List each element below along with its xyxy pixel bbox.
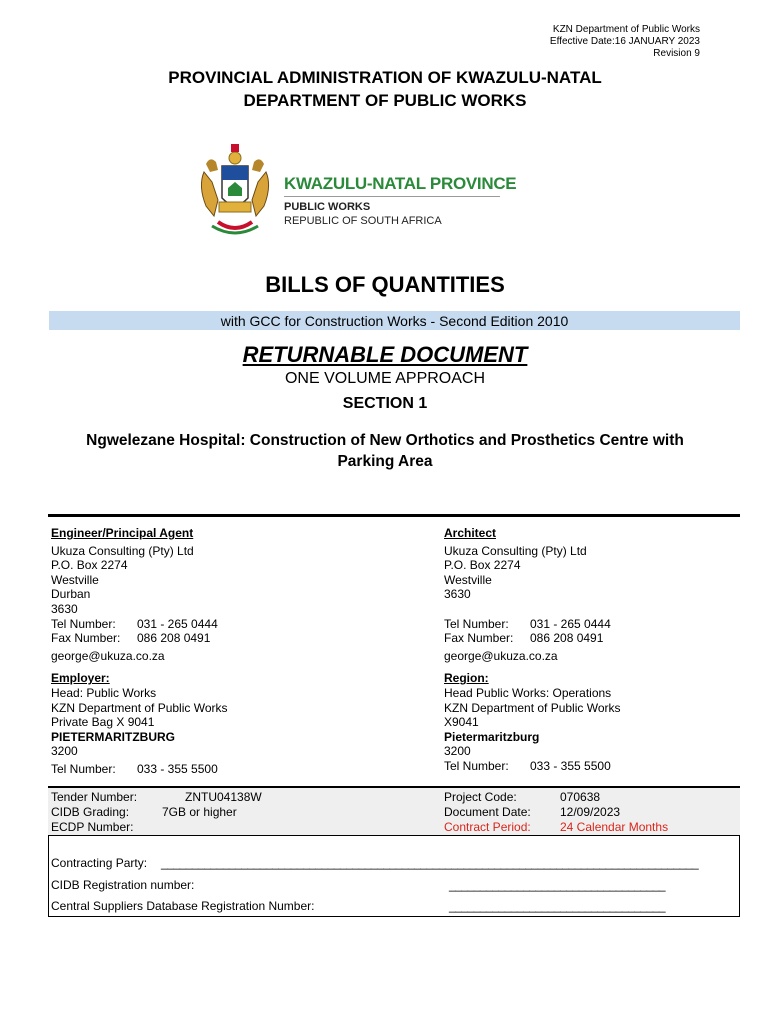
contract-period-value: 24 Calendar Months bbox=[560, 820, 669, 834]
document-date-label: Document Date: bbox=[444, 805, 531, 819]
engineer-block bbox=[51, 526, 431, 777]
region-city: Pietermaritzburg bbox=[444, 729, 540, 744]
volume-approach: ONE VOLUME APPROACH bbox=[284, 370, 486, 387]
region-heading: Region: bbox=[444, 671, 489, 686]
region-line2: KZN Department of Public Works bbox=[444, 700, 621, 715]
engineer-heading: Engineer/Principal Agent bbox=[51, 526, 194, 540]
cidb-grading-label: CIDB Grading: bbox=[51, 805, 130, 819]
meta-revision: Revision 9 bbox=[653, 48, 700, 59]
contracting-party-label: Contracting Party: bbox=[51, 856, 148, 870]
document-title: BILLS OF QUANTITIES bbox=[265, 272, 505, 297]
employer-tel-row bbox=[51, 762, 431, 777]
region-postal-code: 3200 bbox=[444, 744, 471, 759]
architect-po-box: P.O. Box 2274 bbox=[444, 558, 521, 573]
architect-heading: Architect bbox=[444, 526, 497, 540]
region-line3: X9041 bbox=[444, 715, 479, 730]
engineer-city: Durban bbox=[51, 587, 91, 602]
employer-line1: Head: Public Works bbox=[51, 685, 157, 700]
employer-heading: Employer: bbox=[51, 671, 110, 686]
cidb-grading-value: 7GB or higher bbox=[162, 805, 237, 819]
department-line: DEPARTMENT OF PUBLIC WORKS bbox=[243, 91, 527, 110]
architect-postal-code: 3630 bbox=[444, 587, 471, 602]
architect-email: george@ukuza.co.za bbox=[444, 648, 558, 663]
logo-department-name: PUBLIC WORKS bbox=[284, 201, 371, 213]
logo-province-name: KWAZULU-NATAL PROVINCE bbox=[284, 174, 517, 193]
region-line1: Head Public Works: Operations bbox=[444, 685, 612, 700]
engineer-tel-row bbox=[51, 617, 431, 632]
architect-fax-row bbox=[444, 631, 734, 646]
meta-effective-date: Effective Date:16 JANUARY 2023 bbox=[549, 36, 700, 47]
engineer-town: Westville bbox=[51, 572, 99, 587]
architect-fax-value: 086 208 0491 bbox=[530, 631, 604, 646]
returnable-heading: RETURNABLE DOCUMENT bbox=[242, 342, 528, 367]
contracting-party-field[interactable]: _______________________________________________________________________________________ bbox=[161, 856, 699, 870]
ecdp-number-label: ECDP Number: bbox=[51, 820, 134, 834]
cidb-registration-label: CIDB Registration number: bbox=[51, 878, 195, 892]
architect-company: Ukuza Consulting (Pty) Ltd bbox=[444, 543, 587, 558]
administration-line: PROVINCIAL ADMINISTRATION OF KWAZULU-NATAL bbox=[168, 68, 602, 87]
employer-line2: KZN Department of Public Works bbox=[51, 700, 228, 715]
architect-block bbox=[444, 526, 734, 774]
project-title bbox=[40, 430, 730, 472]
document-date-value: 12/09/2023 bbox=[560, 805, 621, 819]
region-tel-label: Tel Number: bbox=[444, 758, 509, 773]
gcc-subtitle: with GCC for Construction Works - Second Edition 2010 bbox=[220, 313, 569, 329]
engineer-company: Ukuza Consulting (Pty) Ltd bbox=[51, 543, 194, 558]
meta-department: KZN Department of Public Works bbox=[552, 24, 700, 35]
employer-postal-code: 3200 bbox=[51, 744, 78, 759]
tender-number-value: ZNTU04138W bbox=[185, 790, 262, 804]
csd-registration-field[interactable]: ___________________________________ bbox=[449, 899, 666, 913]
engineer-fax-value: 086 208 0491 bbox=[137, 631, 211, 646]
engineer-tel-label: Tel Number: bbox=[51, 616, 116, 631]
contract-period-label: Contract Period: bbox=[444, 820, 531, 834]
architect-tel-value: 031 - 265 0444 bbox=[530, 616, 611, 631]
section-divider bbox=[48, 514, 740, 517]
architect-tel-label: Tel Number: bbox=[444, 616, 509, 631]
architect-tel-row bbox=[444, 617, 734, 632]
engineer-postal-code: 3630 bbox=[51, 601, 78, 616]
coat-of-arms-icon bbox=[192, 136, 278, 238]
cidb-registration-field[interactable]: ___________________________________ bbox=[449, 878, 666, 892]
engineer-po-box: P.O. Box 2274 bbox=[51, 558, 128, 573]
engineer-email: george@ukuza.co.za bbox=[51, 648, 165, 663]
project-code-value: 070638 bbox=[560, 790, 601, 804]
employer-city: PIETERMARITZBURG bbox=[51, 729, 175, 744]
logo-country-name: REPUBLIC OF SOUTH AFRICA bbox=[284, 215, 442, 227]
architect-town: Westville bbox=[444, 572, 492, 587]
section-number: SECTION 1 bbox=[342, 395, 428, 412]
engineer-fax-row bbox=[51, 631, 431, 646]
project-code-label: Project Code: bbox=[444, 790, 517, 804]
region-tel-row bbox=[444, 759, 734, 774]
project-title-line1: Ngwelezane Hospital: Construction of New Orthotics and Prosthetics Centre with bbox=[86, 432, 684, 449]
project-title-line2: Parking Area bbox=[337, 453, 433, 470]
employer-line3: Private Bag X 9041 bbox=[51, 715, 155, 730]
logo-divider bbox=[284, 196, 500, 197]
tender-number-label: Tender Number: bbox=[51, 790, 138, 804]
document-meta bbox=[550, 24, 700, 60]
architect-fax-label: Fax Number: bbox=[444, 631, 514, 646]
region-tel-value: 033 - 355 5500 bbox=[530, 758, 611, 773]
engineer-fax-label: Fax Number: bbox=[51, 631, 121, 646]
employer-tel-label: Tel Number: bbox=[51, 761, 116, 776]
employer-tel-value: 033 - 355 5500 bbox=[137, 761, 218, 776]
csd-registration-label: Central Suppliers Database Registration Number: bbox=[51, 899, 315, 913]
administration-heading bbox=[0, 66, 770, 112]
engineer-tel-value: 031 - 265 0444 bbox=[137, 616, 218, 631]
contracting-party-box bbox=[48, 835, 740, 917]
